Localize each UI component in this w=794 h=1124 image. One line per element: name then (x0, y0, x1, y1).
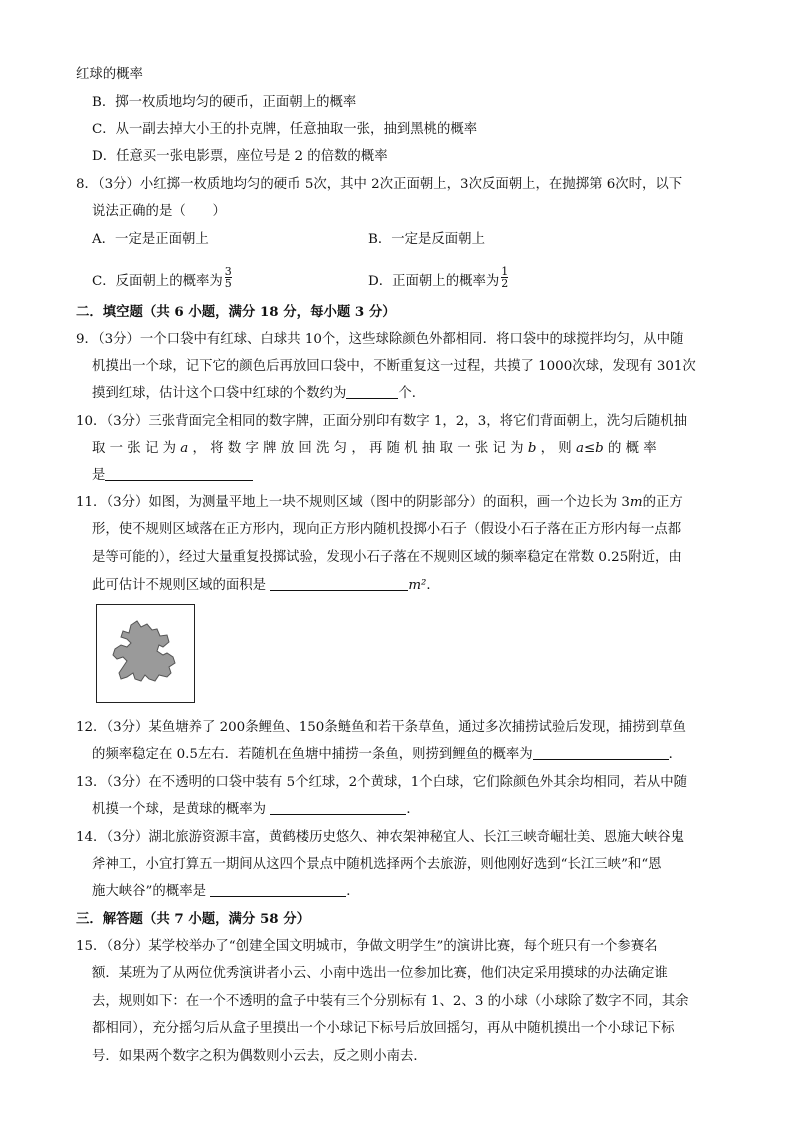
q9-line-3 (92, 385, 425, 403)
q9-line-3-text: 摸到红球，估计这个口袋中红球的个数约为 (92, 386, 347, 401)
q15-line-3: 去，规则如下：在一个不透明的盒子中装有三个分别标有 1、2、3 的小球（小球除了数字不同，其余 (92, 994, 689, 1009)
q8-option-d-text: D．正面朝上的概率为 (368, 274, 500, 289)
q14-answer-blank (210, 883, 346, 897)
q10-line-2-part-3: ， 则 (540, 441, 572, 456)
q11-line-4-end: ． (426, 578, 440, 593)
fraction-numerator: 1 (501, 265, 509, 278)
q11-line-1-end: 的正方 (642, 495, 683, 510)
q15-line-5: 号．如果两个数字之积为偶数则小云去，反之则小南去． (92, 1049, 427, 1064)
q11-unit-m2: m² (408, 578, 427, 593)
q10-answer-blank (105, 467, 253, 481)
q7-continuation: 红球的概率 (76, 67, 143, 82)
q10-var-a: a (180, 441, 189, 456)
q8-option-c-fraction (225, 266, 232, 289)
q11-line-1-text: 11．（3分）如图，为测量平地上一块不规则区域（图中的阴影部分）的面积，画一个边长为 3 (76, 495, 630, 510)
fraction-denominator: 5 (224, 277, 232, 290)
q15-line-1: 15．（8分）某学校举办了“创建全国文明城市，争做文明学生”的演讲比赛，每个班只有一个参赛名 (76, 939, 658, 954)
q11-line-2: 形，使不规则区域落在正方形内，现向正方形内随机投掷小石子（假设小石子落在正方形内每一点都 (92, 522, 682, 537)
q8-option-d (368, 266, 508, 291)
q10-line-3 (92, 467, 253, 485)
q12-answer-blank (533, 746, 669, 760)
shaded-irregular-region (113, 621, 175, 681)
q14-line-3-text: 施大峡谷”的概率是 (92, 884, 206, 899)
q10-line-3-text: 是 (92, 468, 106, 483)
q12-line-2-text: 的频率稳定在 0.5左右．若随机在鱼塘中捕捞一条鱼，则捞到鲤鱼的概率为 (92, 747, 533, 762)
q11-answer-blank (270, 577, 408, 591)
q8-line-2: 说法正确的是（ ） (92, 204, 226, 219)
q11-line-1 (76, 494, 683, 512)
q11-line-4-text: 此可估计不规则区域的面积是 (92, 578, 267, 593)
q10-line-1: 10．（3分）三张背面完全相同的数字牌，正面分别印有数字 1，2，3，将它们背面朝上，洗匀后随机抽 (76, 414, 688, 429)
q7-option-d: D．任意买一张电影票，座位号是 2 的倍数的概率 (92, 149, 388, 164)
q10-line-2-part-2: ， 将 数 字 牌 放 回 洗 匀 ， 再 随 机 抽 取 一 张 记 为 (192, 441, 524, 456)
q12-line-1: 12．（3分）某鱼塘养了 200条鲤鱼、150条鲢鱼和若干条草鱼，通过多次捕捞试验后发现，捕捞到草鱼 (76, 720, 686, 735)
q8-option-c-text: C．反面朝上的概率为 (92, 274, 223, 289)
q14-line-3 (92, 883, 360, 901)
q9-line-1: 9．（3分）一个口袋中有红球、白球共 10个，这些球除颜色外都相同．将口袋中的球搅拌均匀，从中随 (76, 332, 684, 347)
q10-line-2-part-1: 取 一 张 记 为 (92, 441, 176, 456)
q14-line-2: 斧神工，小宜打算五一期间从这四个景点中随机选择两个去旅游，则他刚好选到“长江三峡”和“恩 (92, 857, 662, 872)
q14-line-3-end: ． (346, 884, 360, 899)
q13-answer-blank (270, 801, 406, 815)
q9-answer-blank (346, 385, 398, 399)
q7-option-c: C．从一副去掉大小王的扑克牌，任意抽取一张，抽到黑桃的概率 (92, 122, 478, 137)
q8-option-a: A．一定是正面朝上 (92, 232, 209, 247)
q7-option-b: B．掷一枚质地均匀的硬币，正面朝上的概率 (92, 95, 357, 110)
section-3-heading: 三．解答题（共 7 小题，满分 58 分） (76, 911, 311, 927)
q10-var-b: b (527, 441, 537, 456)
q11-unit-m: m (629, 495, 643, 510)
q13-line-1: 13．（3分）在不透明的口袋中装有 5个红球，2个黄球，1个白球，它们除颜色外其余均相同，若从中随 (76, 775, 688, 790)
section-2-heading: 二．填空题（共 6 小题，满分 18 分，每小题 3 分） (76, 304, 396, 320)
q13-line-2-text: 机摸一个球，是黄球的概率为 (92, 802, 267, 817)
q8-option-b: B．一定是反面朝上 (368, 232, 485, 247)
q8-line-1: 8．（3分）小红掷一枚质地均匀的硬币 5次，其中 2次正面朝上，3次反面朝上，在抛掷第 6次时，以下 (76, 177, 683, 192)
q14-line-1: 14．（3分）湖北旅游资源丰富，黄鹤楼历史悠久、神农架神秘宜人、长江三峡奇崛壮美、恩施大峡谷鬼 (76, 830, 685, 845)
q13-line-2 (92, 801, 420, 819)
irregular-region-shape (97, 605, 194, 702)
q8-option-c (92, 266, 232, 291)
fraction-numerator: 3 (224, 265, 232, 278)
q11-line-4 (92, 577, 440, 595)
q15-line-4: 都相同），充分摇匀后从盒子里摸出一个小球记下标号后放回摇匀，再从中随机摸出一个小球记下标 (92, 1021, 675, 1036)
q13-line-2-end: ． (406, 802, 420, 817)
q15-line-2: 额．某班为了从两位优秀演讲者小云、小南中选出一位参加比赛，他们决定采用摸球的办法确定谁 (92, 966, 668, 981)
q10-inequality: a≤b (575, 441, 604, 456)
q10-line-2-part-4: 的 概 率 (608, 441, 657, 456)
q9-line-2: 机摸出一个球，记下它的颜色后再放回口袋中，不断重复这一过程，共摸了 1000次球，发现有 301次 (92, 359, 696, 374)
q8-option-d-fraction (501, 266, 508, 289)
q11-line-3: 是等可能的），经过大量重复投掷试验，发现小石子落在不规则区域的频率稳定在常数 0.25附近，由 (92, 550, 682, 565)
fraction-denominator: 2 (501, 277, 509, 290)
q9-line-3-end: 个． (398, 386, 426, 401)
q12-line-2-end: ． (668, 747, 683, 762)
q11-square-figure (96, 604, 195, 703)
q12-line-2 (92, 746, 682, 764)
q10-line-2 (92, 440, 657, 458)
